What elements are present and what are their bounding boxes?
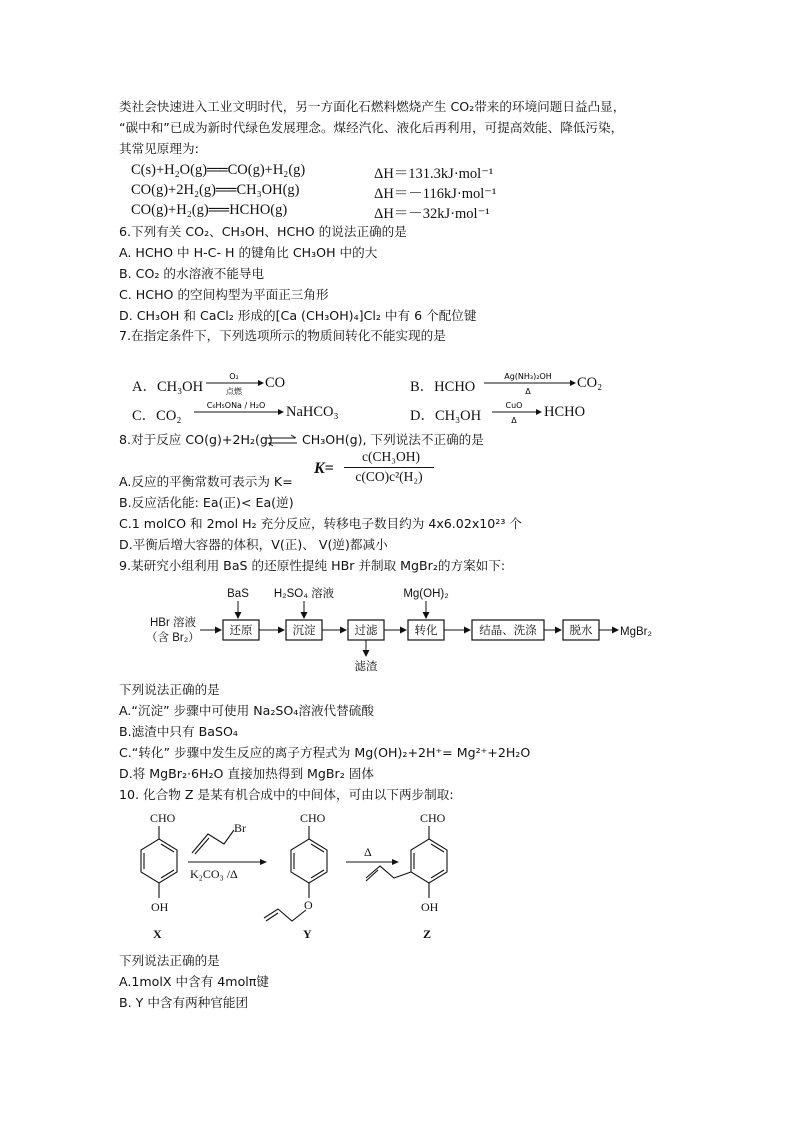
fraction-bar (344, 467, 434, 468)
q7-option-b-reactant: B．HCHO (410, 379, 476, 395)
q7-stem: 7.在指定条件下，下列选项所示的物质间转化不能实现的是 (119, 328, 446, 343)
svg-text:O: O (304, 898, 313, 912)
intro-line-1: 类社会快速进入工业文明时代，另一方面化石燃料燃烧产生 CO₂带来的环境问题日益凸显， (119, 99, 626, 114)
molecule-z (366, 811, 447, 941)
q7-option-d-reactant: D．CH₃OH (410, 408, 482, 424)
q7-a-top: O₂ (229, 372, 239, 381)
svg-text:Br: Br (234, 821, 246, 835)
q7-c-top: C₆H₅ONa / H₂O (206, 401, 266, 410)
q9-option-a: A.“沉淀” 步骤中可使用 Na₂SO₄溶液代替硫酸 (119, 703, 374, 718)
svg-text:OH: OH (421, 900, 439, 914)
label-x: X (153, 927, 162, 941)
q7-option-a-reactant: A．CH₃OH (132, 379, 204, 395)
svg-text:CHO: CHO (150, 811, 176, 825)
reagent-k2co3: K₂CO₃ /Δ (190, 867, 238, 881)
q9-option-c: C.“转化” 步骤中发生反应的离子方程式为 Mg(OH)₂+2H⁺= Mg²⁺+2H₂O (119, 745, 531, 760)
q10-option-a: A.1molX 中含有 4molπ键 (119, 974, 269, 989)
molecule-x (141, 811, 177, 941)
q9-stem: 9.某研究小组利用 BaS 的还原性提纯 HBr 并制取 MgBr₂的方案如下: (119, 558, 506, 573)
q6-option-d: D. CH₃OH 和 CaCl₂ 形成的[Ca (CH₃OH)₄]Cl₂ 中有 6 个配位键 (119, 308, 477, 323)
molecule-y (264, 811, 327, 941)
q8-option-a: A.反应的平衡常数可表示为 K= (119, 474, 293, 489)
q10-ask: 下列说法正确的是 (119, 953, 220, 968)
flow-output: MgBr₂ (620, 626, 652, 638)
q7-option-c-arrow (192, 399, 284, 425)
svg-text:CHO: CHO (300, 811, 326, 825)
q7-option-c-reactant: C．CO₂ (132, 408, 182, 424)
equation-1-dh: ΔH＝131.3kJ·mol⁻¹ (374, 166, 494, 182)
q8-option-c: C.1 molCO 和 2mol H₂ 充分反应，转移电子数目约为 4x6.02x10²³ 个 (119, 516, 522, 531)
q7-option-a-product: CO (265, 375, 286, 391)
equation-2-dh: ΔH＝－116kJ·mol⁻¹ (374, 186, 497, 202)
flow-residue: 滤渣 (354, 661, 378, 673)
label-y: Y (303, 927, 312, 941)
q9-flow-diagram (120, 580, 668, 678)
q7-option-c-product: NaHCO₃ (286, 404, 339, 420)
q8-stem-a: 8.对于反应 CO(g)+2H₂(g) (119, 432, 273, 447)
q7-d-bottom: Δ (511, 416, 517, 425)
flow-input-1: HBr 溶液 (150, 617, 196, 629)
svg-text:CHO: CHO (420, 811, 446, 825)
q7-option-b-arrow (482, 370, 576, 396)
equation-2: CO(g)+2H₂(g)══CH₃OH(g) (131, 182, 300, 198)
q10-option-b: B. Y 中含有两种官能团 (119, 995, 249, 1010)
k-numerator: c(CH₃OH) (362, 449, 420, 464)
flow-reagent-bas: BaS (227, 588, 249, 600)
equation-3-dh: ΔH＝－32kJ·mol⁻¹ (374, 206, 490, 222)
q7-option-d-arrow (490, 399, 542, 425)
q7-option-b-product: CO₂ (577, 375, 603, 391)
q6-option-b: B. CO₂ 的水溶液不能导电 (119, 266, 265, 281)
q9-option-b: B.滤渣中只有 BaSO₄ (119, 724, 238, 739)
q9-ask: 下列说法正确的是 (119, 682, 220, 697)
q7-b-bottom: Δ (525, 387, 531, 396)
svg-text:OH: OH (151, 900, 169, 914)
svg-text:还原: 还原 (229, 625, 253, 637)
equation-1: C(s)+H₂O(g)══CO(g)+H₂(g) (131, 162, 306, 178)
q6-stem: 6.下列有关 CO₂、CH₃OH、HCHO 的说法正确的是 (119, 224, 407, 239)
q8-option-b: B.反应活化能: Ea(正)< Ea(逆) (119, 495, 294, 510)
q10-reaction-scheme (120, 806, 480, 946)
intro-line-2: “碳中和”已成为新时代绿色发展理念。煤经汽化、液化后再利用，可提高效能、降低污染， (119, 120, 624, 135)
svg-text:沉淀: 沉淀 (292, 625, 316, 637)
heat-symbol: Δ (364, 845, 372, 859)
intro-line-3: 其常见原理为: (119, 141, 199, 156)
svg-text:过滤: 过滤 (354, 625, 378, 637)
q7-option-d-product: HCHO (544, 404, 586, 420)
q10-stem: 10. 化合物 Z 是某有机合成中的中间体，可由以下两步制取: (119, 787, 454, 802)
label-z: Z (423, 927, 432, 941)
equation-3: CO(g)+H₂(g)══HCHO(g) (131, 202, 288, 218)
flow-reagent-mgoh2: Mg(OH)₂ (403, 588, 449, 600)
q6-option-c: C. HCHO 的空间构型为平面正三角形 (119, 287, 329, 302)
flow-input-2: （含 Br₂） (146, 632, 200, 644)
q7-b-top: Ag(NH₃)₂OH (504, 372, 552, 381)
svg-text:脱水: 脱水 (569, 625, 593, 637)
equilibrium-arrow-icon (265, 434, 299, 448)
q9-option-d: D.将 MgBr₂·6H₂O 直接加热得到 MgBr₂ 固体 (119, 766, 374, 781)
q7-a-bottom: 点燃 (226, 387, 242, 396)
q8-stem-b: CH₃OH(g), 下列说法不正确的是 (302, 432, 484, 447)
svg-text:转化: 转化 (414, 625, 438, 637)
q6-option-a: A. HCHO 中 H-C- H 的键角比 CH₃OH 中的大 (119, 245, 378, 260)
q7-option-a-arrow (204, 370, 264, 396)
q7-d-top: CuO (505, 401, 523, 410)
k-label: K= (314, 460, 334, 477)
k-denominator: c(CO)c²(H₂) (355, 469, 423, 484)
svg-text:结晶、洗涤: 结晶、洗涤 (479, 625, 537, 637)
flow-reagent-h2so4: H₂SO₄ 溶液 (273, 588, 335, 600)
q8-option-d: D.平衡后增大容器的体积，V(正)、 V(逆)都减小 (119, 537, 388, 552)
